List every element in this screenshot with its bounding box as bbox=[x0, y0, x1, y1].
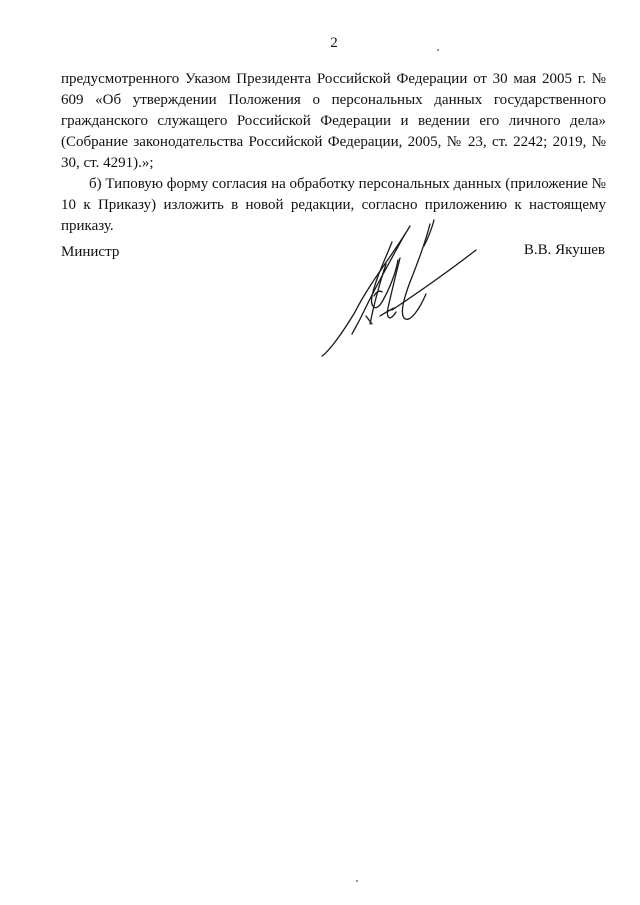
paragraph-continuation: предусмотренного Указом Президента Российской Федерации от 30 мая 2005 г. № 609 «Об утверждении Положения о персональных данных государственного гражданского служащего Российской Федерации и ведении его личного дела» (Собрание законодательства Российской Федерации, 2005, № 23, ст. 2242; 2019, № 30, ст. 4291).»; bbox=[61, 71, 606, 171]
scan-speck bbox=[356, 880, 358, 882]
page-number: 2 bbox=[330, 35, 338, 51]
handwritten-signature bbox=[300, 212, 500, 362]
paragraph-item-b: б) Типовую форму согласия на обработку персональных данных (приложение № 10 к Приказу) изложить в новой редакции, согласно приложению к настоящему приказу. bbox=[61, 176, 606, 234]
signatory-name: В.В. Якушев bbox=[523, 242, 605, 258]
signatory-role: Министр bbox=[61, 244, 120, 260]
scan-speck bbox=[437, 49, 439, 51]
